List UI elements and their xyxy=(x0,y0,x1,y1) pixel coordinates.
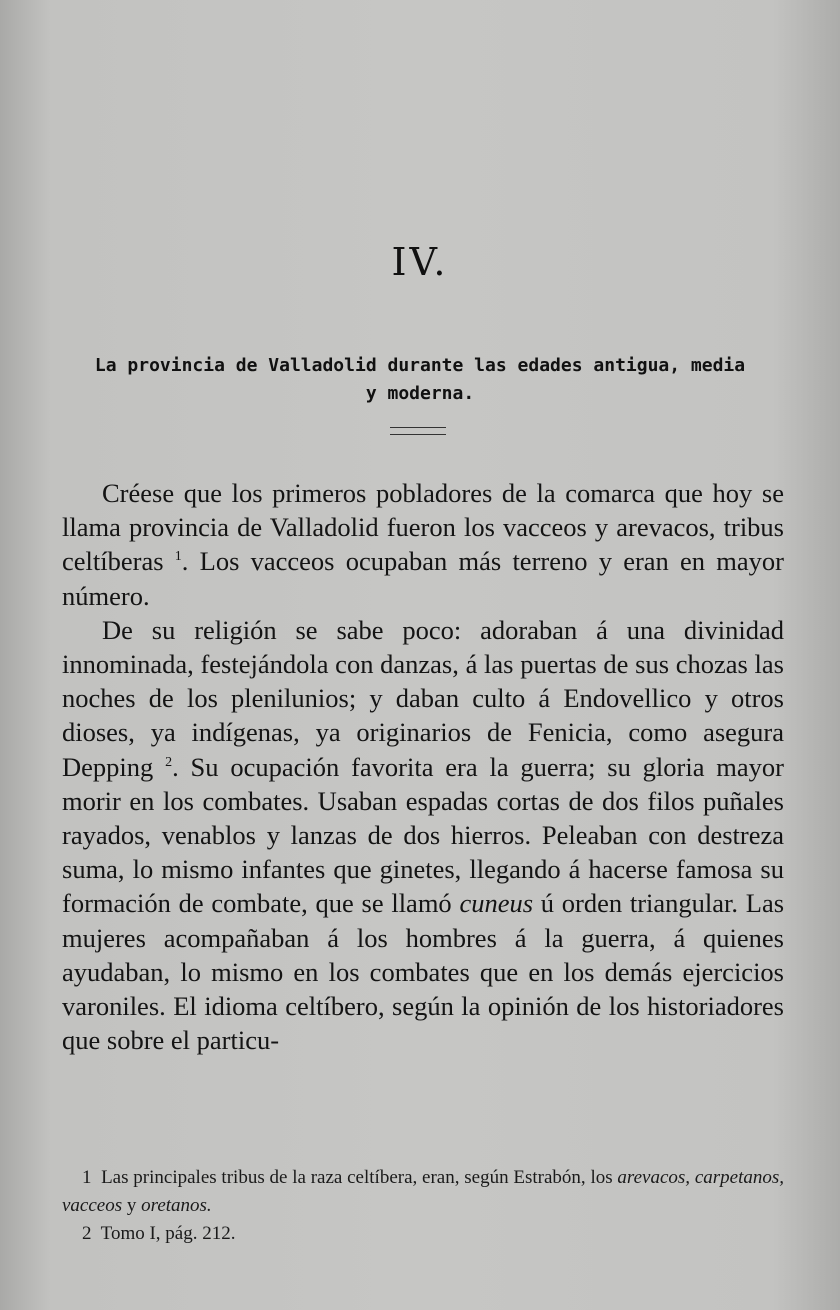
body-text xyxy=(62,476,784,1057)
footnote-ref-2: 2 xyxy=(165,754,173,770)
footnotes xyxy=(62,1164,784,1248)
paragraph-2-text-a: De su religión se sabe poco: adoraban á una divinidad innominada, festejándola con danzas, á las puertas de sus chozas las noches de los plenilunios; y daban culto á Endovellico y otros dioses, ya indígenas, ya originarios de Fenicia, como asegura Depping xyxy=(62,614,784,782)
chapter-number: IV. xyxy=(391,240,449,284)
footnote-1-number: 1 xyxy=(82,1167,92,1188)
paragraph-1-text-a: Créese que los primeros pobladores de la comarca que hoy se llama provincia de Valladolid fueron los vacceos y arevacos, tribus celtíberas xyxy=(62,478,784,577)
footnote-1-text-a: Las principales tribus de la raza celtíbera, eran, según Estrabón, los xyxy=(101,1167,613,1188)
footnote-2-number: 2 xyxy=(82,1223,92,1244)
paragraph-2 xyxy=(62,613,784,1058)
chapter-title-line-1: La provincia de Valladolid durante las edades antigua, media xyxy=(94,355,746,376)
paragraph-1-text-b: . Los vacceos ocupaban más terreno y eran en mayor número. xyxy=(62,546,785,611)
chapter-title xyxy=(70,352,770,408)
title-divider xyxy=(390,427,446,435)
footnote-1-italic-list: arevacos, carpetanos, vacceos xyxy=(62,1167,785,1216)
footnote-2-text: Tomo I, pág. 212. xyxy=(100,1223,236,1244)
footnote-1-italic-last: oretanos. xyxy=(141,1195,212,1216)
paragraph-1 xyxy=(62,476,784,613)
footnote-2 xyxy=(62,1220,784,1248)
footnote-1-text-b: y xyxy=(126,1195,137,1216)
footnote-1 xyxy=(62,1164,784,1220)
chapter-title-line-2: y moderna. xyxy=(365,383,475,404)
italic-term-cuneus: cuneus xyxy=(459,888,534,919)
footnote-ref-1: 1 xyxy=(174,549,182,565)
paragraph-2-text-b: . Su ocupación favorita era la guerra; su gloria mayor morir en los combates. Usaban espadas cortas de dos filos puñales rayados, venablos y lanzas de dos hierros. Peleaban con destreza suma, lo mismo infantes que ginetes, llegando á hacerse famosa su formación de combate, que se llamó xyxy=(62,751,784,919)
paragraph-2-text-c: ú orden triangular. Las mujeres acompañaban á los hombres á la guerra, á quienes ayudaban, lo mismo en los combates que en los demás ejercicios varoniles. El idioma celtíbero, según la opinión de los historiadores que sobre el particu- xyxy=(62,888,785,1056)
